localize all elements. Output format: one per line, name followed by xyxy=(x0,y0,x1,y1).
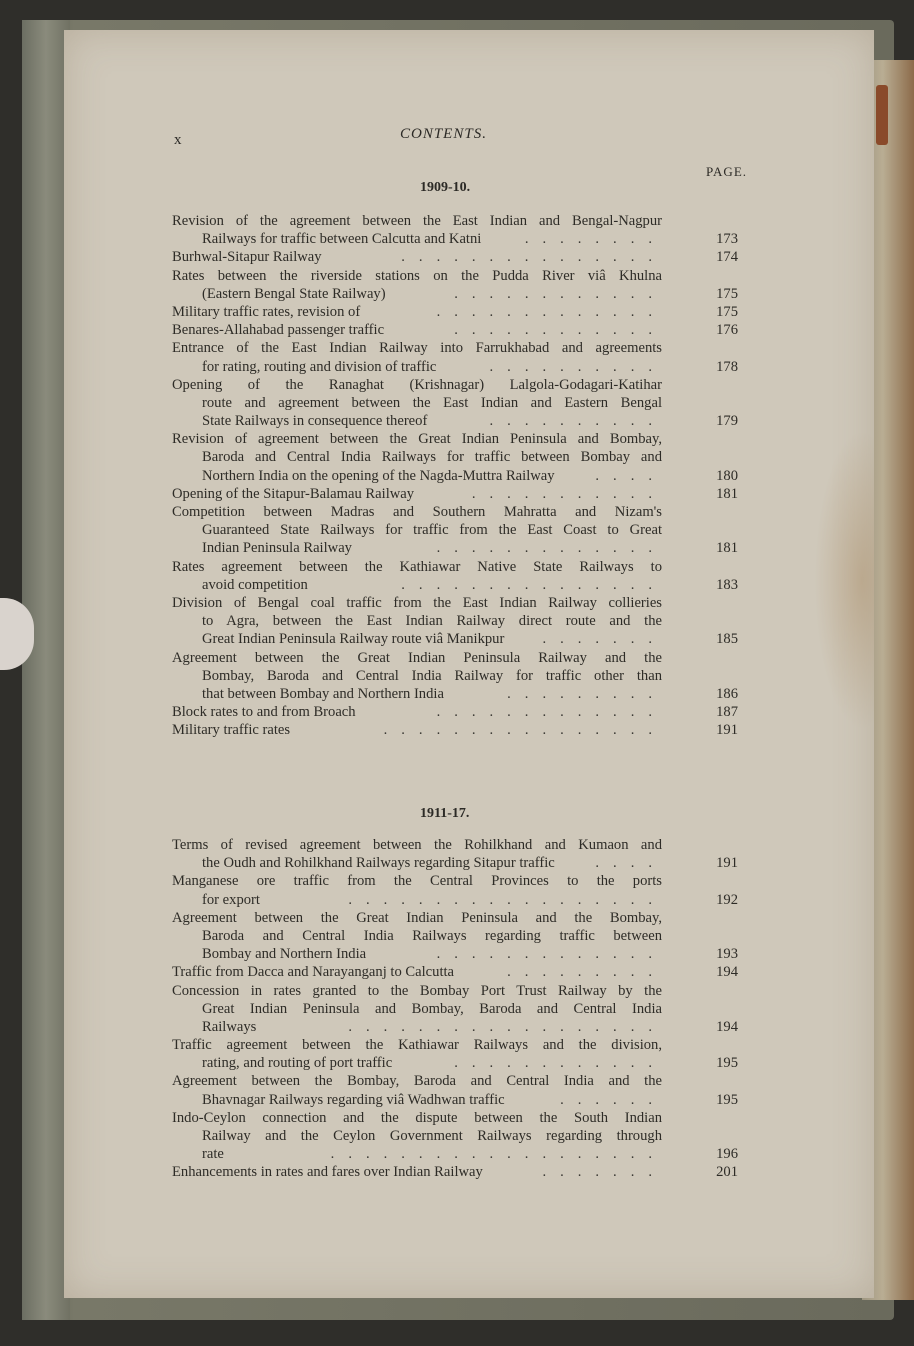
dot-leader: ............ xyxy=(454,285,666,302)
entry-title-line: avoid competition xyxy=(202,576,308,593)
entry-title-line: Division of Bengal coal traffic from the East Indian Railway collieries xyxy=(172,594,662,611)
contents-entry xyxy=(0,485,914,503)
entry-title-line: to Agra, between the East Indian Railway direct route and the xyxy=(202,613,662,630)
entry-title-line: Concession in rates granted to the Bombay Port Trust Railway by the xyxy=(172,982,662,999)
dot-leader: ........ xyxy=(524,231,666,248)
entry-title-line: Bombay and Northern India xyxy=(202,946,367,963)
entry-title-line: State Railways in consequence thereof xyxy=(202,413,428,430)
dot-leader: ............ xyxy=(454,1055,666,1072)
dot-leader: .......... xyxy=(489,413,666,430)
entry-title-line: Military traffic rates, revision of xyxy=(172,303,361,320)
entry-page-number: 175 xyxy=(716,303,738,320)
entry-title-line: Northern India on the opening of the Nagda-Muttra Railway xyxy=(202,467,555,484)
entry-page-number: 181 xyxy=(716,485,738,502)
contents-entry xyxy=(0,267,914,303)
dot-leader: ............. xyxy=(436,946,666,963)
dot-leader: ....... xyxy=(542,631,666,648)
entry-page-number: 179 xyxy=(716,413,738,430)
contents-entry xyxy=(0,909,914,964)
entry-title-line: Bhavnagar Railways regarding viâ Wadhwan traffic xyxy=(202,1091,505,1108)
entry-title-line: Bombay, Baroda and Central India Railway for traffic other than xyxy=(202,667,662,684)
dot-leader: .................. xyxy=(348,891,666,908)
entry-title-line: for export xyxy=(202,891,260,908)
entry-title-line: Burhwal-Sitapur Railway xyxy=(172,249,322,266)
entry-title-line: Terms of revised agreement between the Rohilkhand and Kumaon and xyxy=(172,837,662,853)
contents-entry xyxy=(0,558,914,594)
dot-leader: ....... xyxy=(542,1164,666,1181)
contents-entry xyxy=(0,430,914,485)
contents-entry xyxy=(0,248,914,266)
contents-entry xyxy=(0,594,914,649)
entry-page-number: 186 xyxy=(716,685,738,702)
entry-page-number: 176 xyxy=(716,322,738,339)
contents-entry xyxy=(0,1036,914,1072)
entry-page-number: 187 xyxy=(716,704,738,721)
contents-entry xyxy=(0,963,914,981)
contents-entry xyxy=(0,703,914,721)
dot-leader: ............. xyxy=(436,704,666,721)
entry-title-line: Indian Peninsula Railway xyxy=(202,540,352,557)
entry-title-line: Revision of the agreement between the East Indian and Bengal-Nagpur xyxy=(172,213,662,229)
contents-entry xyxy=(0,836,914,872)
dot-leader: ................ xyxy=(383,722,666,739)
contents-entry xyxy=(0,212,914,248)
dot-leader: .......... xyxy=(489,358,666,375)
entry-title-line: Agreement between the Great Indian Peninsula Railway and the xyxy=(172,649,662,666)
entry-page-number: 175 xyxy=(716,285,738,302)
entry-page-number: 181 xyxy=(716,540,738,557)
entry-page-number: 183 xyxy=(716,576,738,593)
dot-leader: .................. xyxy=(348,1018,666,1035)
entry-page-number: 178 xyxy=(716,358,738,375)
entry-title-line: Competition between Madras and Southern Mahratta and Nizam's xyxy=(172,504,662,520)
entry-title-line: Indo-Ceylon connection and the dispute between the South Indian xyxy=(172,1109,662,1126)
entry-page-number: 201 xyxy=(716,1164,738,1181)
entry-title-line: (Eastern Bengal State Railway) xyxy=(202,285,386,302)
entry-page-number: 180 xyxy=(716,467,738,484)
contents-entry xyxy=(0,872,914,908)
page-edge-stain xyxy=(876,85,888,145)
dot-leader: ......... xyxy=(507,964,666,981)
page-column-label: PAGE. xyxy=(706,164,748,179)
running-title: CONTENTS. xyxy=(400,126,487,142)
section-heading-1909: 1909-10. xyxy=(420,180,471,195)
contents-entry xyxy=(0,1163,914,1181)
contents-entry xyxy=(0,1109,914,1164)
contents-list-1911 xyxy=(0,836,914,1182)
dot-leader: ............... xyxy=(401,576,666,593)
contents-entry xyxy=(0,649,914,704)
dot-leader: ............ xyxy=(454,322,666,339)
contents-entry xyxy=(0,982,914,1037)
entry-title-line: Revision of agreement between the Great Indian Peninsula and Bombay, xyxy=(172,431,662,448)
entry-title-line: Agreement between the Bombay, Baroda and Central India and the xyxy=(172,1073,662,1090)
entry-page-number: 196 xyxy=(716,1146,738,1163)
entry-page-number: 191 xyxy=(716,722,738,739)
entry-page-number: 195 xyxy=(716,1091,738,1108)
entry-title-line: Manganese ore traffic from the Central Provinces to the ports xyxy=(172,873,662,890)
contents-entry xyxy=(0,303,914,321)
entry-title-line: Railways for traffic between Calcutta and Katni xyxy=(202,231,482,248)
entry-title-line: Agreement between the Great Indian Peninsula and the Bombay, xyxy=(172,909,662,926)
entry-title-line: Block rates to and from Broach xyxy=(172,704,356,721)
section-heading-1911: 1911-17. xyxy=(420,806,470,821)
entry-title-line: rating, and routing of port traffic xyxy=(202,1055,393,1072)
dot-leader: .... xyxy=(595,855,666,872)
dot-leader: ............... xyxy=(401,249,666,266)
contents-list-1909 xyxy=(0,212,914,739)
entry-title-line: Railways xyxy=(202,1018,257,1035)
entry-title-line: Railway and the Ceylon Government Railways regarding through xyxy=(202,1128,662,1144)
entry-title-line: Traffic agreement between the Kathiawar Railways and the division, xyxy=(172,1037,662,1054)
dot-leader: ............. xyxy=(436,540,666,557)
entry-page-number: 173 xyxy=(716,231,738,248)
dot-leader: ......... xyxy=(507,685,666,702)
entry-title-line: Guaranteed State Railways for traffic from the East Coast to Great xyxy=(202,522,662,539)
entry-title-line: for rating, routing and division of traffic xyxy=(202,358,437,375)
entry-title-line: Opening of the Ranaghat (Krishnagar) Lalgola-Godagari-Katihar xyxy=(172,376,662,393)
entry-page-number: 185 xyxy=(716,631,738,648)
entry-title-line: Military traffic rates xyxy=(172,722,291,739)
page-number-roman: x xyxy=(174,132,182,148)
entry-page-number: 191 xyxy=(716,855,738,872)
entry-title-line: Benares-Allahabad passenger traffic xyxy=(172,322,385,339)
entry-title-line: Rates between the riverside stations on the Pudda River viâ Khulna xyxy=(172,267,662,284)
entry-title-line: route and agreement between the East Indian and Eastern Bengal xyxy=(202,394,662,411)
dot-leader: ................... xyxy=(330,1146,666,1163)
entry-title-line: Baroda and Central India Railways regarding traffic between xyxy=(202,927,662,944)
entry-title-line: Enhancements in rates and fares over Indian Railway xyxy=(172,1164,483,1181)
entry-title-line: Entrance of the East Indian Railway into Farrukhabad and agreements xyxy=(172,340,662,357)
entry-title-line: the Oudh and Rohilkhand Railways regarding Sitapur traffic xyxy=(202,855,555,872)
entry-page-number: 195 xyxy=(716,1055,738,1072)
entry-title-line: Opening of the Sitapur-Balamau Railway xyxy=(172,485,415,502)
entry-page-number: 194 xyxy=(716,1018,738,1035)
entry-page-number: 174 xyxy=(716,249,738,266)
dot-leader: .... xyxy=(595,467,666,484)
entry-title-line: Rates agreement between the Kathiawar Native State Railways to xyxy=(172,558,662,575)
entry-title-line: Baroda and Central India Railways for traffic between Bombay and xyxy=(202,449,662,466)
contents-entry xyxy=(0,321,914,339)
entry-page-number: 194 xyxy=(716,964,738,981)
entry-title-line: Traffic from Dacca and Narayanganj to Calcutta xyxy=(172,964,455,981)
entry-page-number: 193 xyxy=(716,946,738,963)
entry-title-line: that between Bombay and Northern India xyxy=(202,685,444,702)
dot-leader: ...... xyxy=(560,1091,666,1108)
contents-entry xyxy=(0,1072,914,1108)
entry-page-number: 192 xyxy=(716,891,738,908)
contents-entry xyxy=(0,721,914,739)
dot-leader: ........... xyxy=(471,485,666,502)
dot-leader: ............. xyxy=(436,303,666,320)
entry-title-line: Great Indian Peninsula and Bombay, Baroda and Central India xyxy=(202,1000,662,1017)
entry-title-line: rate xyxy=(202,1146,224,1163)
contents-entry xyxy=(0,503,914,558)
contents-entry xyxy=(0,376,914,431)
contents-entry xyxy=(0,339,914,375)
entry-title-line: Great Indian Peninsula Railway route viâ Manikpur xyxy=(202,631,505,648)
